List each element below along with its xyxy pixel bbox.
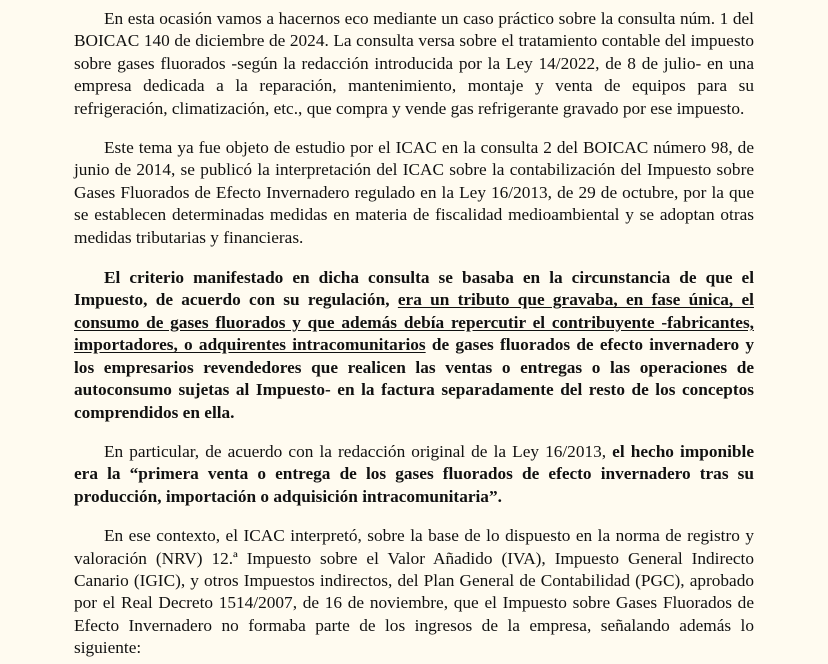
criterion-text-start: El criterio manifestado en dicha consulta se basaba en la circunstancia de que el Impuesto, de acuerdo con su regulación, xyxy=(74,268,754,310)
taxable-event-bold-text: el hecho imponible era la “primera venta o entrega de los gases fluorados de efecto invernadero tras su producción, importación o adquisición intracomunitaria”. xyxy=(74,441,754,506)
criterion-text-end: de gases fluorados de efecto invernadero y los empresarios revendedores que realicen las ventas o entregas o las operaciones de autoconsumo sujetas al Impuesto- en la factura separadamente del resto de los conceptos comprendidos en ella. xyxy=(74,335,754,422)
paragraph-criterion xyxy=(74,267,754,424)
criterion-underlined-text: era un tributo que gravaba, en fase única, el consumo de gases fluorados y que además debía repercutir el contribuyente -fabricantes, importadores, o adquirentes intracomunitarios xyxy=(74,290,754,355)
paragraph-background: Este tema ya fue objeto de estudio por el ICAC en la consulta 2 del BOICAC número 98, de junio de 2014, se publicó la interpretación del ICAC sobre la contabilización del Impuesto sobre Gases Fluorados de Efecto Invernadero regulado en la Ley 16/2013, de 29 de octubre, por la que se establecen determinadas medidas en materia de fiscalidad medioambiental y se adoptan otras medidas tributarias y financieras. xyxy=(74,138,754,247)
paragraph-intro: En esta ocasión vamos a hacernos eco mediante un caso práctico sobre la consulta núm. 1 del BOICAC 140 de diciembre de 2024. La consulta versa sobre el tratamiento contable del impuesto sobre gases fluorados -según la redacción introducida por la Ley 14/2022, de 8 de julio- en una empresa dedicada a la reparación, mantenimiento, montaje y venta de equipos para su refrigeración, climatización, etc., que compra y vende gas refrigerante gravado por ese impuesto. xyxy=(74,9,754,118)
paragraph-icac-interpretation: En ese contexto, el ICAC interpretó, sobre la base de lo dispuesto en la norma de registro y valoración (NRV) 12.ª Impuesto sobre el Valor Añadido (IVA), Impuesto General Indirecto Canario (IGIC), y otros Impuestos indirectos, del Plan General de Contabilidad (PGC), aprobado por el Real Decreto 1514/2007, de 16 de noviembre, que el Impuesto sobre Gases Fluorados de Efecto Invernadero no formaba parte de los ingresos de la empresa, señalando además lo siguiente: xyxy=(74,526,754,658)
paragraph-taxable-event xyxy=(74,441,754,508)
taxable-event-text-start: En particular, de acuerdo con la redacción original de la Ley 16/2013, xyxy=(104,441,613,461)
